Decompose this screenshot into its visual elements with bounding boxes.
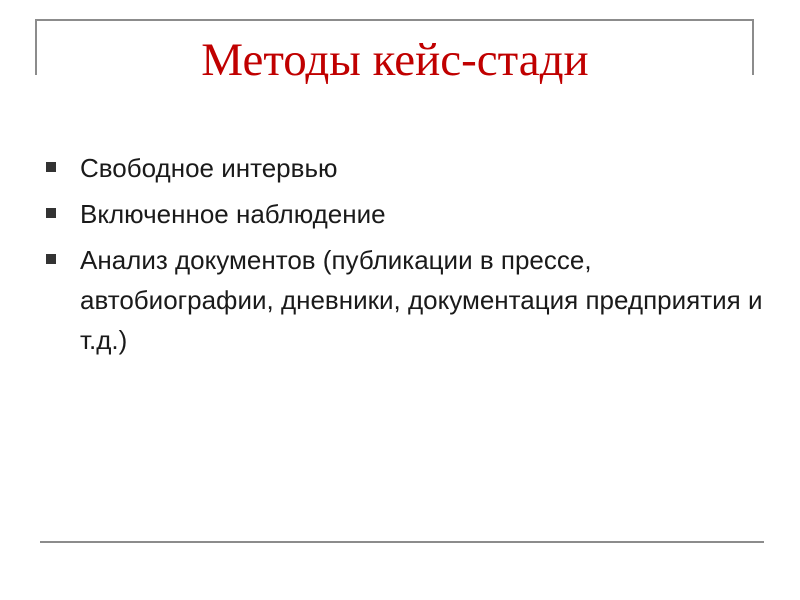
bullet-text: Свободное интервью [80,153,338,183]
bullet-item [46,240,766,360]
slide-title: Методы кейс-стади [201,34,589,86]
bullet-item [46,148,766,188]
frame-top-line [35,19,754,21]
square-bullet-icon [46,254,56,264]
square-bullet-icon [46,208,56,218]
bullet-item [46,194,766,234]
frame-bottom-line [40,541,764,543]
bullet-text: Анализ документов (публикации в прессе, автобиографии, дневники, документация предприятия и т.д.) [80,245,763,355]
bullet-text: Включенное наблюдение [80,199,386,229]
bullet-list [46,148,766,366]
square-bullet-icon [46,162,56,172]
